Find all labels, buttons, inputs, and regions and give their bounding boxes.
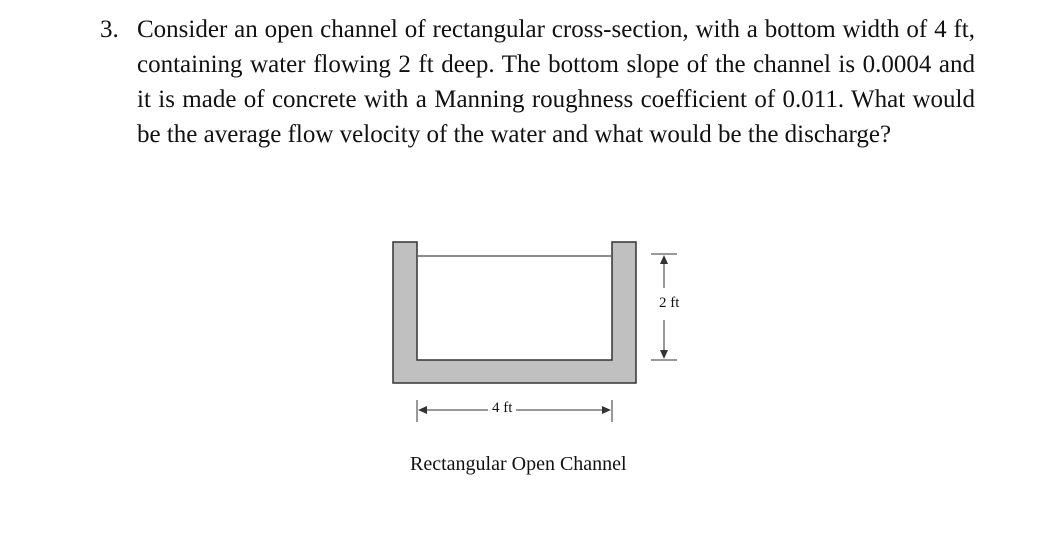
figure-caption: Rectangular Open Channel: [410, 453, 627, 475]
channel-figure: [380, 232, 700, 492]
channel-concrete-section: [393, 242, 636, 383]
width-arrow-left: [418, 406, 427, 414]
width-arrow-right: [602, 406, 611, 414]
depth-arrow-down: [660, 350, 668, 359]
problem-text: Consider an open channel of rectangular cross-section, with a bottom width of 4 ft, containing water flowing 2 ft deep. The bottom slope of the channel is 0.0004 and it is made of concrete with a Manning roughness coefficient of 0.011. What would be the average flow velocity of the water and what would be the discharge?: [137, 16, 975, 148]
problem-number: 3.: [100, 16, 119, 43]
channel-diagram: [380, 232, 700, 452]
depth-label: 2 ft: [659, 295, 680, 311]
width-label: 4 ft: [488, 399, 516, 417]
depth-arrow-up: [660, 255, 668, 264]
